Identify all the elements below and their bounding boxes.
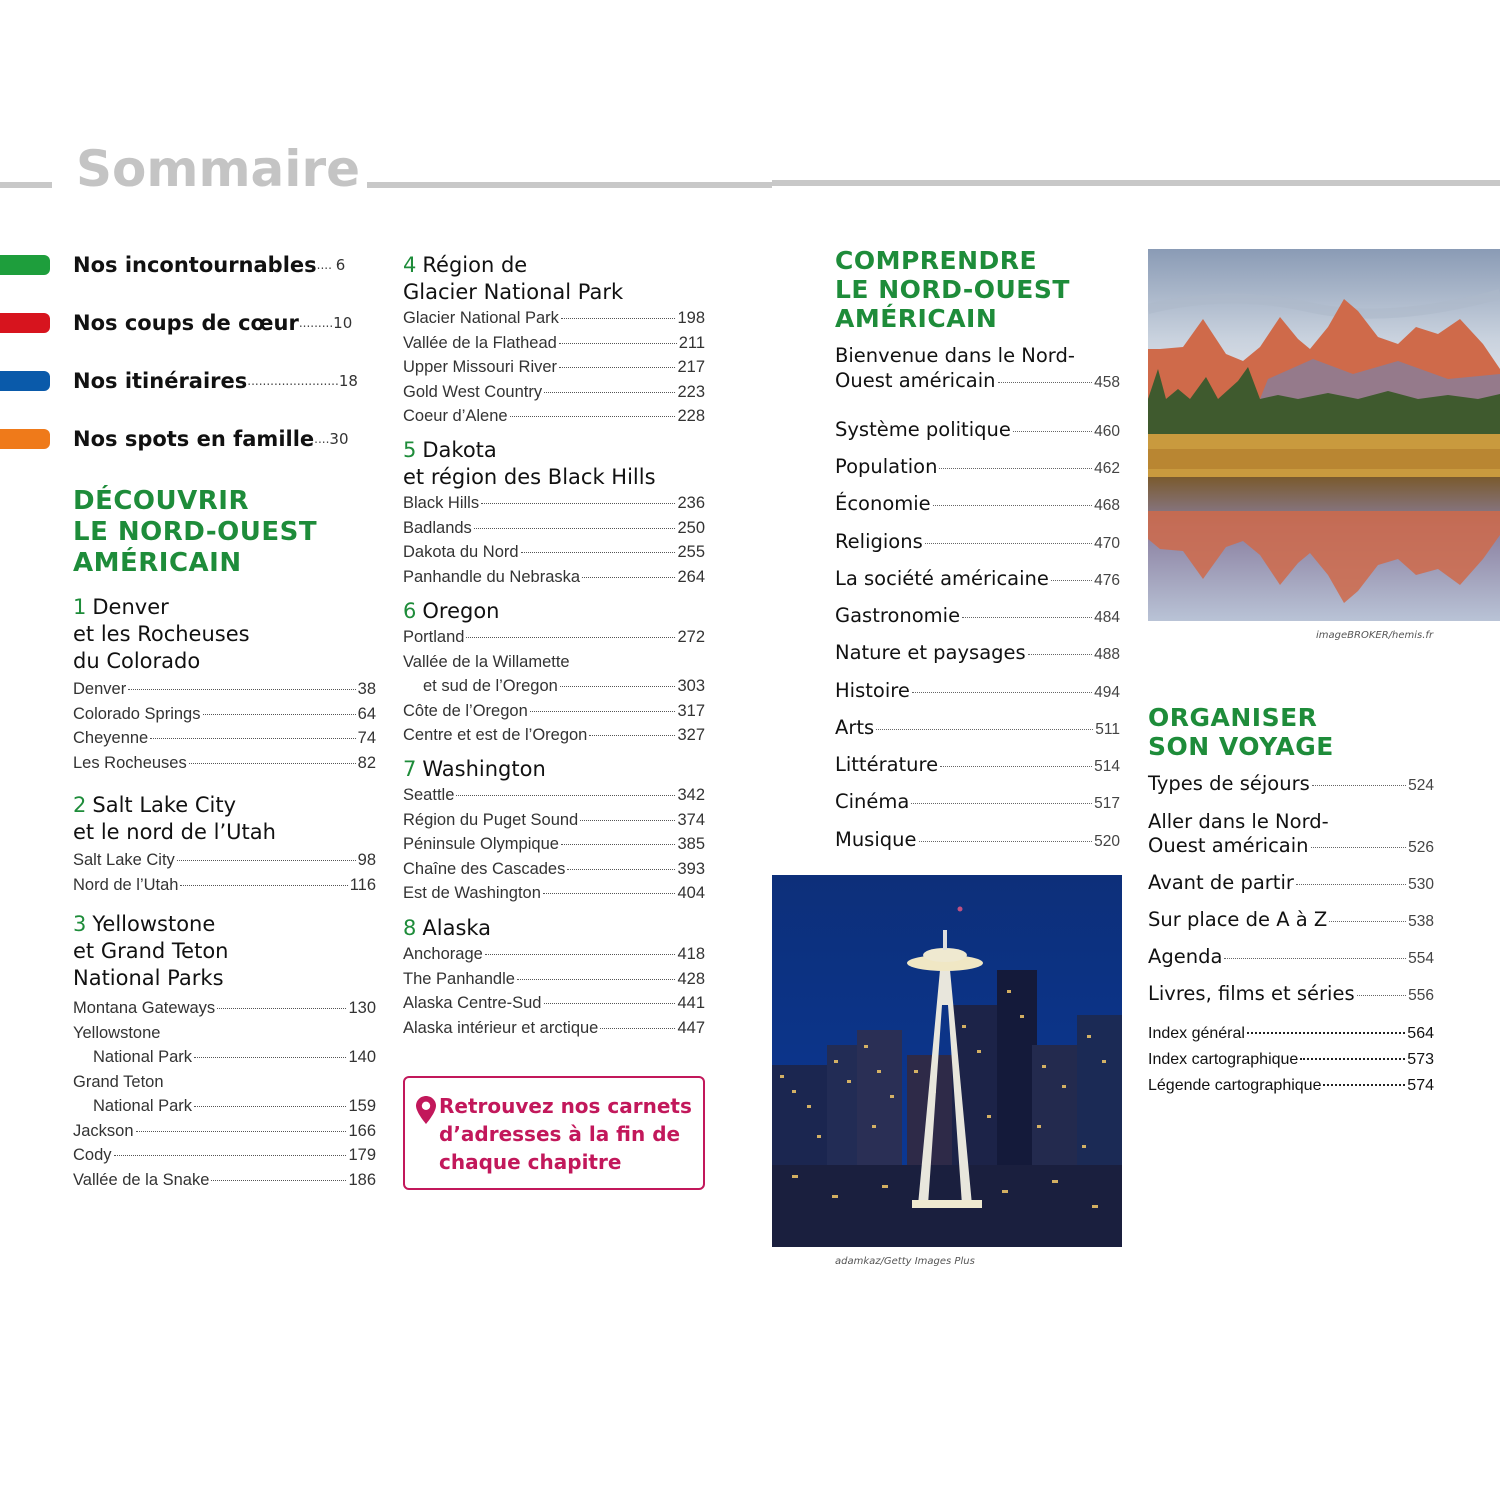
toc-entry[interactable]: Alaska intérieur et arctique 447 [403, 1018, 705, 1037]
highlight-itineraires[interactable]: Nos itinéraires ........................ 18 [0, 366, 358, 396]
toc-entry[interactable]: Types de séjours 524 [1148, 772, 1434, 795]
title-rule-left [0, 182, 52, 188]
toc-entry[interactable]: Centre et est de l’Oregon 327 [403, 726, 705, 744]
toc-entry[interactable]: Population 462 [835, 455, 1120, 478]
toc-entry-line2[interactable]: et sud de l’Oregon 303 [423, 677, 705, 695]
toc-entry-line1[interactable]: Grand Teton [73, 1072, 164, 1091]
toc-entry[interactable]: Littérature 514 [835, 753, 1120, 776]
toc-entry-index[interactable]: Index cartographique 573 [1148, 1051, 1434, 1068]
mountain-landscape-image [1148, 249, 1500, 621]
toc-entry[interactable]: Est de Washington 404 [403, 884, 705, 902]
toc-entry[interactable]: Seattle 342 [403, 786, 705, 804]
toc-entry[interactable]: Religions 470 [835, 529, 1120, 553]
toc-entry[interactable]: Sur place de A à Z 538 [1148, 908, 1434, 931]
space-needle-image [772, 875, 1122, 1247]
section-heading-decouvrir: DÉCOUVRIR LE NORD-OUEST AMÉRICAIN [73, 486, 318, 578]
chapter-heading[interactable]: 6 Oregon [403, 599, 500, 623]
chapter-heading[interactable]: 2 Salt Lake City et le nord de l’Utah [73, 793, 276, 844]
chapter-heading[interactable]: 7 Washington [403, 757, 546, 781]
red-tab-marker [0, 313, 50, 333]
toc-entry-line1[interactable]: Yellowstone [73, 1023, 161, 1042]
toc-entry[interactable]: Agenda 554 [1148, 945, 1434, 968]
toc-entry[interactable]: Bienvenue dans le Nord- Ouest américain 458 [835, 344, 1120, 392]
chapter-3 [73, 911, 376, 1192]
toc-entry[interactable]: Alaska Centre-Sud 441 [403, 994, 705, 1012]
index-list [1148, 1021, 1434, 1099]
toc-entry-index[interactable]: Légende cartographique 574 [1148, 1077, 1434, 1094]
toc-entry[interactable]: Upper Missouri River 217 [403, 358, 705, 376]
leader-dots: .... [316, 258, 336, 272]
toc-entry[interactable]: Badlands 250 [403, 518, 705, 537]
highlight-coups-de-coeur[interactable]: Nos coups de cœur ......... 10 [0, 308, 352, 338]
toc-entry[interactable]: Livres, films et séries 556 [1148, 982, 1434, 1005]
title-rule-right-page2 [772, 180, 1500, 186]
toc-entry[interactable]: Black Hills 236 [403, 494, 705, 512]
chapter-heading[interactable]: 8 Alaska [403, 916, 492, 940]
toc-entry[interactable]: Salt Lake City 98 [73, 851, 376, 869]
toc-entry[interactable]: Denver 38 [73, 680, 376, 698]
toc-entry[interactable]: Glacier National Park 198 [403, 309, 705, 327]
chapter-6 [403, 598, 705, 748]
toc-entry[interactable]: Chaîne des Cascades 393 [403, 859, 705, 878]
highlight-incontournables[interactable]: Nos incontournables .... 6 [0, 250, 345, 280]
toc-entry[interactable]: Arts 511 [835, 715, 1120, 739]
toc-entry[interactable]: Région du Puget Sound 374 [403, 810, 705, 829]
toc-entry-line2[interactable]: National Park 159 [93, 1097, 376, 1115]
title-rule-right [367, 182, 772, 188]
toc-entry[interactable]: Coeur d’Alene 228 [403, 407, 705, 425]
toc-entry[interactable]: Cheyenne 74 [73, 729, 376, 747]
photo-grand-teton-reflection [1148, 249, 1500, 621]
chapter-heading[interactable]: 3 Yellowstone et Grand Teton National Parks [73, 912, 229, 990]
toc-entry[interactable]: Économie 468 [835, 492, 1120, 515]
photo-seattle-skyline [772, 875, 1122, 1247]
toc-entry[interactable]: Histoire 494 [835, 678, 1120, 702]
chapter-7 [403, 756, 705, 906]
chapter-heading[interactable]: 1 Denver et les Rocheuses du Colorado [73, 595, 250, 673]
page-title: Sommaire [76, 140, 361, 198]
chapter-4 [403, 252, 705, 429]
chapter-heading[interactable]: 4 Région de Glacier National Park [403, 253, 624, 304]
toc-entry[interactable]: Gastronomie 484 [835, 604, 1120, 627]
toc-entry-line2[interactable]: National Park 140 [93, 1048, 376, 1066]
chapter-5 [403, 437, 705, 589]
toc-entry[interactable]: Dakota du Nord 255 [403, 543, 705, 561]
toc-entry[interactable]: Vallée de la Flathead 211 [403, 333, 705, 352]
toc-entry[interactable]: Avant de partir 530 [1148, 871, 1434, 894]
section-heading-organiser: ORGANISER SON VOYAGE [1148, 703, 1334, 761]
toc-entry[interactable]: Nature et paysages 488 [835, 641, 1120, 664]
toc-entry[interactable]: Jackson 166 [73, 1121, 376, 1140]
blue-tab-marker [0, 371, 50, 391]
toc-entry[interactable]: Montana Gateways 130 [73, 999, 376, 1017]
toc-entry[interactable]: Anchorage 418 [403, 945, 705, 963]
section-heading-comprendre: COMPRENDRE LE NORD-OUEST AMÉRICAIN [835, 246, 1070, 333]
toc-entry-line1[interactable]: Vallée de la Willamette [403, 652, 570, 671]
photo-credit-seattle: adamkaz/Getty Images Plus [835, 1256, 975, 1267]
toc-entry[interactable]: Péninsule Olympique 385 [403, 835, 705, 853]
toc-entry[interactable]: Gold West Country 223 [403, 382, 705, 401]
toc-entry-index[interactable]: Index général 564 [1148, 1025, 1434, 1042]
toc-entry[interactable]: Panhandle du Nebraska 264 [403, 567, 705, 586]
toc-entry[interactable]: La société américaine 476 [835, 566, 1120, 590]
highlight-spots-en-famille[interactable]: Nos spots en famille .... 30 [0, 424, 349, 454]
leader-dots: ........................ [247, 374, 339, 388]
toc-entry[interactable]: The Panhandle 428 [403, 969, 705, 988]
chapter-heading[interactable]: 5 Dakota et région des Black Hills [403, 438, 656, 489]
map-pin-icon [416, 1096, 436, 1124]
address-book-callout: Retrouvez nos carnets d’adresses à la fin de chaque chapitre [403, 1076, 705, 1190]
toc-entry[interactable]: Aller dans le Nord- Ouest américain 526 [1148, 810, 1434, 857]
orange-tab-marker [0, 429, 50, 449]
toc-entry[interactable]: Nord de l’Utah 116 [73, 875, 376, 894]
comprendre-list [835, 344, 1120, 865]
chapter-8 [403, 915, 705, 1040]
toc-entry[interactable]: Colorado Springs 64 [73, 704, 376, 723]
toc-entry[interactable]: Côte de l’Oregon 317 [403, 701, 705, 720]
toc-entry[interactable]: Musique 520 [835, 827, 1120, 851]
photo-credit-tetons: imageBROKER/hemis.fr [1316, 630, 1434, 641]
toc-entry[interactable]: Les Rocheuses 82 [73, 753, 376, 772]
organiser-list [1148, 772, 1434, 1019]
toc-entry[interactable]: Vallée de la Snake 186 [73, 1170, 376, 1189]
chapter-2 [73, 792, 376, 897]
leader-dots: .... [314, 432, 330, 446]
leader-dots: ......... [298, 316, 334, 330]
toc-entry[interactable]: Portland 272 [403, 628, 705, 646]
toc-entry[interactable]: Système politique 460 [835, 418, 1120, 441]
toc-entry[interactable]: Cinéma 517 [835, 790, 1120, 813]
green-tab-marker [0, 255, 50, 275]
toc-entry[interactable]: Cody 179 [73, 1146, 376, 1164]
chapter-1 [73, 594, 376, 775]
